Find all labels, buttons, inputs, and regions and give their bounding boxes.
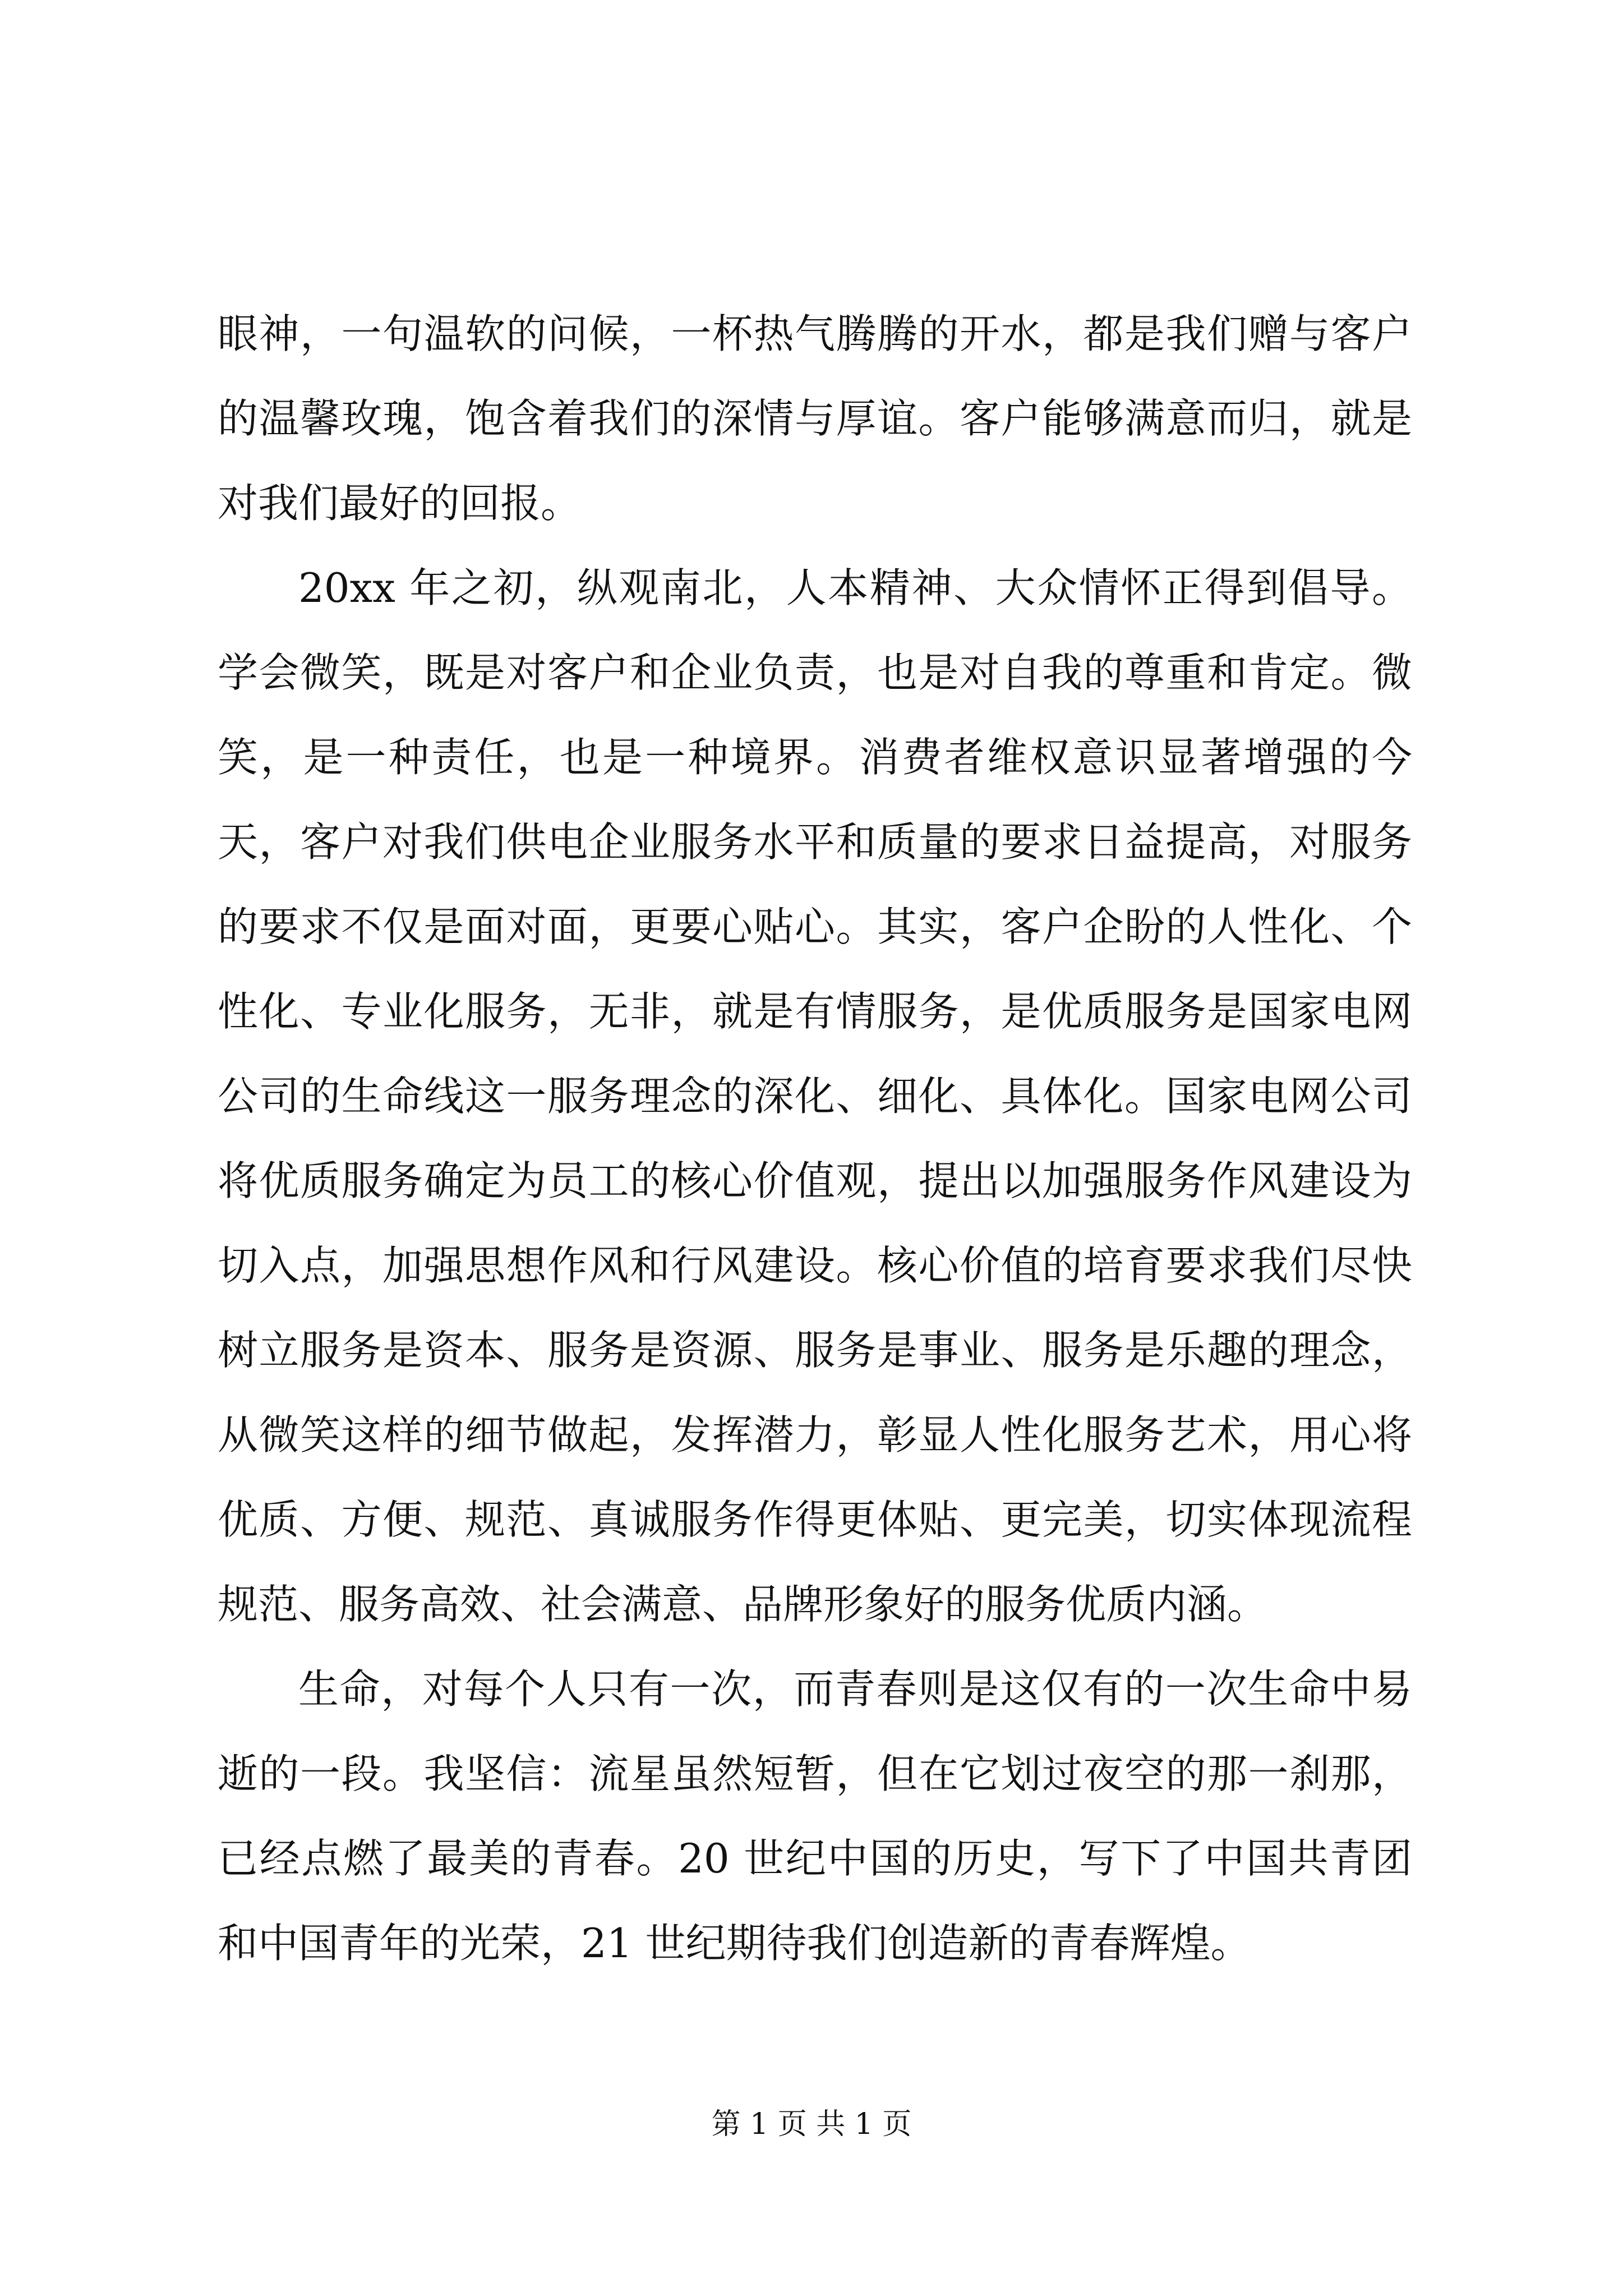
paragraph-3: 生命，对每个人只有一次，而青春则是这仅有的一次生命中易逝的一段。我坚信：流星虽然短暂，但在它划过夜空的那一刹那，已经点燃了最美的青春。20 世纪中国的历史，写下了中国共青团和中国青年的光荣，21 世纪期待我们创造新的青春辉煌。 bbox=[218, 1665, 1412, 1967]
paragraph-2: 20xx 年之初，纵观南北，人本精神、大众情怀正得到倡导。学会微笑，既是对客户和企业负责，也是对自我的尊重和肯定。微笑，是一种责任，也是一种境界。消费者维权意识显著增强的今天，客户对我们供电企业服务水平和质量的要求日益提高，对服务的要求不仅是面对面，更要心贴心。其实，客户企盼的人性化、个性化、专业化服务，无非，就是有情服务，是优质服务是国家电网公司的生命线这一服务理念的深化、细化、具体化。国家电网公司将优质服务确定为员工的核心价值观，提出以加强服务作风建设为切入点，加强思想作风和行风建设。核心价值的培育要求我们尽快树立服务是资本、服务是资源、服务是事业、服务是乐趣的理念，从微笑这样的细节做起，发挥潜力，彰显人性化服务艺术，用心将优质、方便、规范、真诚服务作得更体贴、更完美，切实体现流程规范、服务高效、社会满意、品牌形象好的服务优质内涵。 bbox=[218, 564, 1412, 1628]
page-footer: 第 1 页 共 1 页 bbox=[711, 2108, 912, 2141]
document-body bbox=[218, 292, 1412, 1986]
paragraph-1: 眼神，一句温软的问候，一杯热气腾腾的开水，都是我们赠与客户的温馨玫瑰，饱含着我们的深情与厚谊。客户能够满意而归，就是对我们最好的回报。 bbox=[218, 310, 1412, 527]
